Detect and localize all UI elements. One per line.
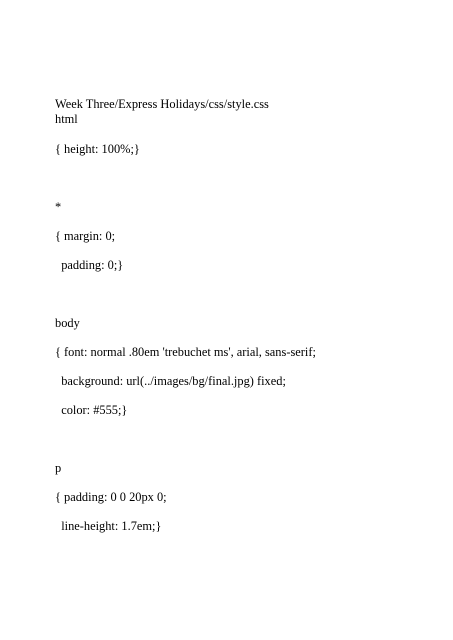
css-rule-line: padding: 0;} bbox=[55, 258, 124, 272]
css-rule-line: { padding: 0 0 20px 0; bbox=[55, 490, 167, 504]
css-selector-body: body bbox=[55, 316, 80, 330]
css-rule-line: background: url(../images/bg/final.jpg) fixed; bbox=[55, 374, 286, 388]
css-rule-line: { height: 100%;} bbox=[55, 142, 140, 156]
css-selector-html: html bbox=[55, 112, 78, 126]
css-rule-line: { font: normal .80em 'trebuchet ms', arial, sans-serif; bbox=[55, 345, 316, 359]
document-heading: Week Three/Express Holidays/css/style.css bbox=[55, 97, 269, 111]
css-rule-line: { margin: 0; bbox=[55, 229, 116, 243]
css-rule-line: line-height: 1.7em;} bbox=[55, 519, 162, 533]
css-rule-line: color: #555;} bbox=[55, 403, 128, 417]
css-selector-universal: * bbox=[55, 200, 62, 214]
css-selector-p: p bbox=[55, 461, 62, 475]
